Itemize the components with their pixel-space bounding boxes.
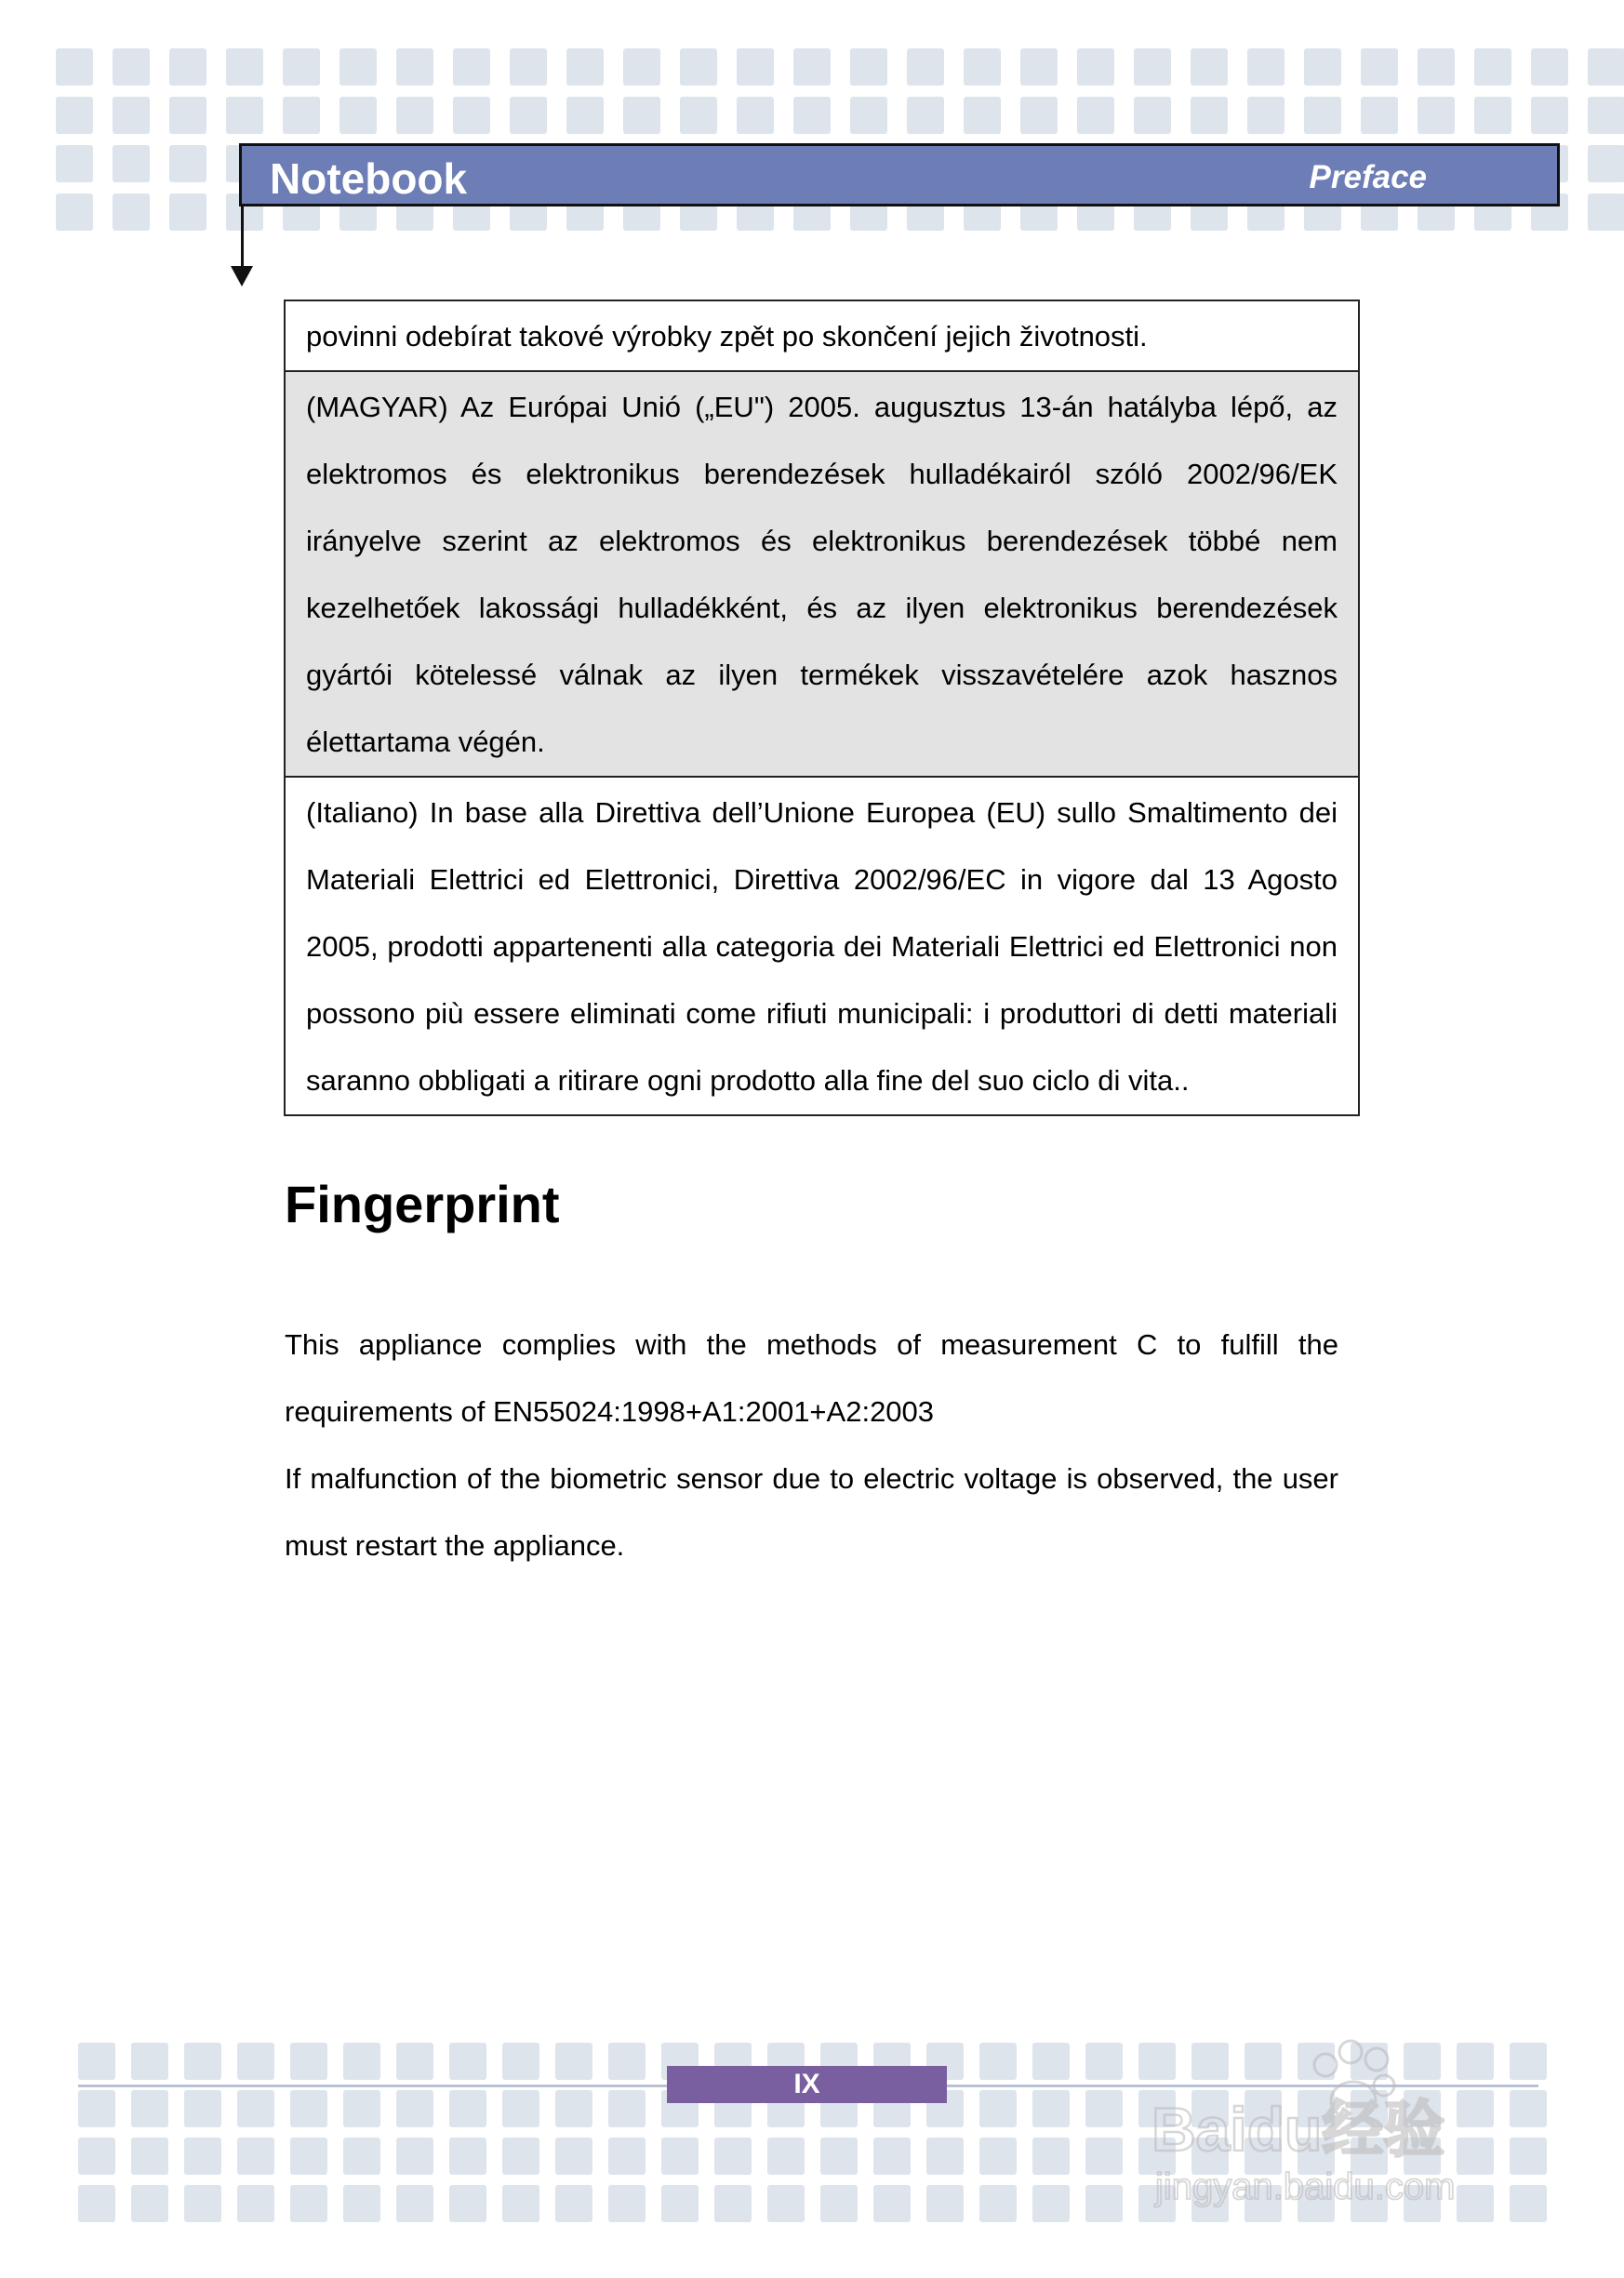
decorative-tile: [1085, 2185, 1123, 2222]
down-arrow-icon: [231, 266, 253, 286]
decorative-tile: [290, 2090, 327, 2127]
decorative-tile: [237, 2138, 274, 2175]
decorative-tile: [1531, 48, 1568, 86]
decorative-tile: [964, 97, 1001, 134]
decorative-tile: [608, 2090, 646, 2127]
decorative-tile: [608, 2043, 646, 2080]
decorative-tile: [396, 2185, 433, 2222]
decorative-tile: [502, 2138, 539, 2175]
decorative-tile: [343, 2043, 380, 2080]
decorative-tile: [1474, 97, 1511, 134]
decorative-tile: [737, 48, 774, 86]
decorative-tile: [113, 193, 150, 231]
decorative-tile: [767, 2138, 805, 2175]
header-section-label: Preface: [1309, 159, 1427, 195]
section-heading: Fingerprint: [285, 1175, 560, 1233]
decorative-tile: [714, 2138, 752, 2175]
table-row: [285, 371, 1359, 777]
decorative-tile: [343, 2185, 380, 2222]
decorative-tile: [184, 2185, 221, 2222]
decorative-tile: [964, 48, 1001, 86]
decorative-tile: [78, 2138, 115, 2175]
decorative-tile: [1247, 97, 1285, 134]
watermark-brand-text: Baidu经验: [1151, 2095, 1445, 2164]
decorative-tile: [907, 48, 944, 86]
table-row: [285, 300, 1359, 371]
decorative-tile: [1247, 48, 1285, 86]
decorative-tile: [926, 2138, 964, 2175]
decorative-tile: [169, 193, 206, 231]
decorative-tile: [1418, 48, 1455, 86]
decorative-tile: [767, 2185, 805, 2222]
watermark-url-text: jingyan.baidu.com: [1155, 2166, 1456, 2207]
decorative-tile: [1304, 97, 1341, 134]
decorative-tile: [131, 2043, 168, 2080]
decorative-tile: [169, 97, 206, 134]
decorative-tile: [1531, 97, 1568, 134]
decorative-tile: [623, 97, 660, 134]
decorative-tile: [343, 2090, 380, 2127]
table-cell: povinni odebírat takové výrobky zpět po skončení jejich životnosti.: [285, 300, 1359, 371]
decorative-tile: [339, 97, 377, 134]
decorative-tile: [714, 2185, 752, 2222]
baidu-watermark-logo: [1144, 2028, 1535, 2214]
decorative-tile: [1588, 97, 1624, 134]
decorative-tile: [555, 2090, 592, 2127]
decorative-tile: [339, 48, 377, 86]
decorative-tile: [449, 2090, 486, 2127]
decorative-tile: [113, 48, 150, 86]
table-cell: (MAGYAR) Az Európai Unió („EU") 2005. augusztus 13-án hatályba lépő, az elektromos és elektronikus berendezések hulladékairól szóló 2002/96/EK irányelve szerint az elektromos és elektronikus berendezések többé nem kezelhetőek lakossági hulladékként, és az ilyen elektronikus berendezések gyártói kötelessé válnak az ilyen termékek visszavételére azok hasznos élettartama végén.: [285, 371, 1359, 777]
decorative-tile: [608, 2185, 646, 2222]
decorative-tile: [237, 2090, 274, 2127]
decorative-tile: [793, 97, 831, 134]
decorative-tile: [237, 2185, 274, 2222]
decorative-tile: [453, 48, 490, 86]
decorative-tile: [283, 48, 320, 86]
paragraph: This appliance complies with the methods of measurement C to fulfill the requirements of EN55024:1998+A1:2001+A2:2003: [285, 1328, 1338, 1428]
decorative-tile: [396, 2138, 433, 2175]
decorative-tile: [1085, 2138, 1123, 2175]
page-number: IX: [667, 2066, 947, 2103]
decorative-tile: [661, 2185, 699, 2222]
decorative-tile: [566, 97, 604, 134]
decorative-tile: [1134, 48, 1171, 86]
decorative-tile: [449, 2185, 486, 2222]
decorative-tile: [661, 2138, 699, 2175]
decorative-tile: [169, 145, 206, 182]
decorative-tile: [1032, 2138, 1070, 2175]
decorative-tile: [737, 97, 774, 134]
decorative-tile: [1020, 48, 1058, 86]
decorative-tile: [290, 2043, 327, 2080]
decorative-tile: [979, 2043, 1017, 2080]
decorative-tile: [56, 97, 93, 134]
table-cell: (Italiano) In base alla Direttiva dell’Unione Europea (EU) sullo Smaltimento dei Materiali Elettrici ed Elettronici, Direttiva 2002/96/EC in vigore dal 13 Agosto 2005, prodotti appartenenti alla categoria dei Materiali Elettrici ed Elettronici non possono più essere eliminati come rifiuti municipali: i produttori di detti materiali saranno obbligati a ritirare ogni prodotto alla fine del suo ciclo di vita..: [285, 777, 1359, 1115]
decorative-tile: [113, 145, 150, 182]
decorative-tile: [1474, 48, 1511, 86]
decorative-tile: [510, 97, 547, 134]
decorative-tile: [449, 2043, 486, 2080]
header-bar: [239, 143, 1560, 206]
decorative-tile: [290, 2138, 327, 2175]
decorative-tile: [1077, 97, 1114, 134]
decorative-tile: [502, 2185, 539, 2222]
paragraph: If malfunction of the biometric sensor due to electric voltage is observed, the user must restart the appliance.: [285, 1462, 1338, 1562]
decorative-tile: [1588, 145, 1624, 182]
decorative-tile: [56, 145, 93, 182]
decorative-tile: [184, 2138, 221, 2175]
decorative-tile: [449, 2138, 486, 2175]
decorative-tile: [502, 2090, 539, 2127]
decorative-tile: [131, 2090, 168, 2127]
decorative-tile: [184, 2090, 221, 2127]
decorative-tile: [873, 2138, 911, 2175]
decorative-tile: [850, 97, 887, 134]
decorative-tile: [793, 48, 831, 86]
decorative-tile: [926, 2185, 964, 2222]
decorative-tile: [1304, 48, 1341, 86]
decorative-tile: [283, 97, 320, 134]
weee-notice-table: [284, 300, 1360, 1116]
decorative-tile: [979, 2185, 1017, 2222]
decorative-tile: [979, 2138, 1017, 2175]
decorative-tile: [1085, 2043, 1123, 2080]
decorative-tile: [1020, 97, 1058, 134]
decorative-tile: [850, 48, 887, 86]
decorative-tile: [1032, 2090, 1070, 2127]
decorative-tile: [1077, 48, 1114, 86]
table-row: [285, 777, 1359, 1115]
decorative-tile: [56, 193, 93, 231]
decorative-tile: [184, 2043, 221, 2080]
decorative-tile: [1418, 97, 1455, 134]
decorative-tile: [1085, 2090, 1123, 2127]
header-title: Notebook: [270, 154, 468, 203]
decorative-tile: [396, 2043, 433, 2080]
decorative-tile: [396, 48, 433, 86]
decorative-tile: [979, 2090, 1017, 2127]
decorative-tile: [1588, 48, 1624, 86]
decorative-tile: [1588, 193, 1624, 231]
decorative-tile: [555, 2185, 592, 2222]
decorative-tile: [623, 48, 660, 86]
decorative-tile: [680, 97, 717, 134]
decorative-tile: [226, 97, 263, 134]
decorative-tile: [680, 48, 717, 86]
decorative-tile: [555, 2043, 592, 2080]
decorative-tile: [78, 2185, 115, 2222]
decorative-tile: [290, 2185, 327, 2222]
decorative-tile: [237, 2043, 274, 2080]
decorative-tile: [131, 2185, 168, 2222]
decorative-tile: [396, 2090, 433, 2127]
decorative-tile: [1032, 2043, 1070, 2080]
decorative-tile: [820, 2185, 858, 2222]
decorative-tile: [502, 2043, 539, 2080]
decorative-tile: [453, 97, 490, 134]
decorative-tile: [1361, 48, 1398, 86]
decorative-tile: [873, 2185, 911, 2222]
decorative-tile: [343, 2138, 380, 2175]
decorative-tile: [396, 97, 433, 134]
decorative-tile: [1361, 97, 1398, 134]
decorative-tile: [78, 2043, 115, 2080]
decorative-tile: [78, 2090, 115, 2127]
decorative-tile: [113, 97, 150, 134]
decorative-tile: [907, 97, 944, 134]
decorative-tile: [1191, 48, 1228, 86]
decorative-tile: [820, 2138, 858, 2175]
decorative-tile: [169, 48, 206, 86]
decorative-tile: [226, 48, 263, 86]
header-arrow-line: [241, 206, 244, 268]
decorative-tile: [566, 48, 604, 86]
decorative-tile: [510, 48, 547, 86]
decorative-tile: [608, 2138, 646, 2175]
decorative-tile: [1032, 2185, 1070, 2222]
decorative-tile: [555, 2138, 592, 2175]
section-body: [285, 1312, 1338, 1579]
decorative-tile: [1134, 97, 1171, 134]
decorative-tile: [1191, 97, 1228, 134]
decorative-tile: [131, 2138, 168, 2175]
decorative-tile: [56, 48, 93, 86]
